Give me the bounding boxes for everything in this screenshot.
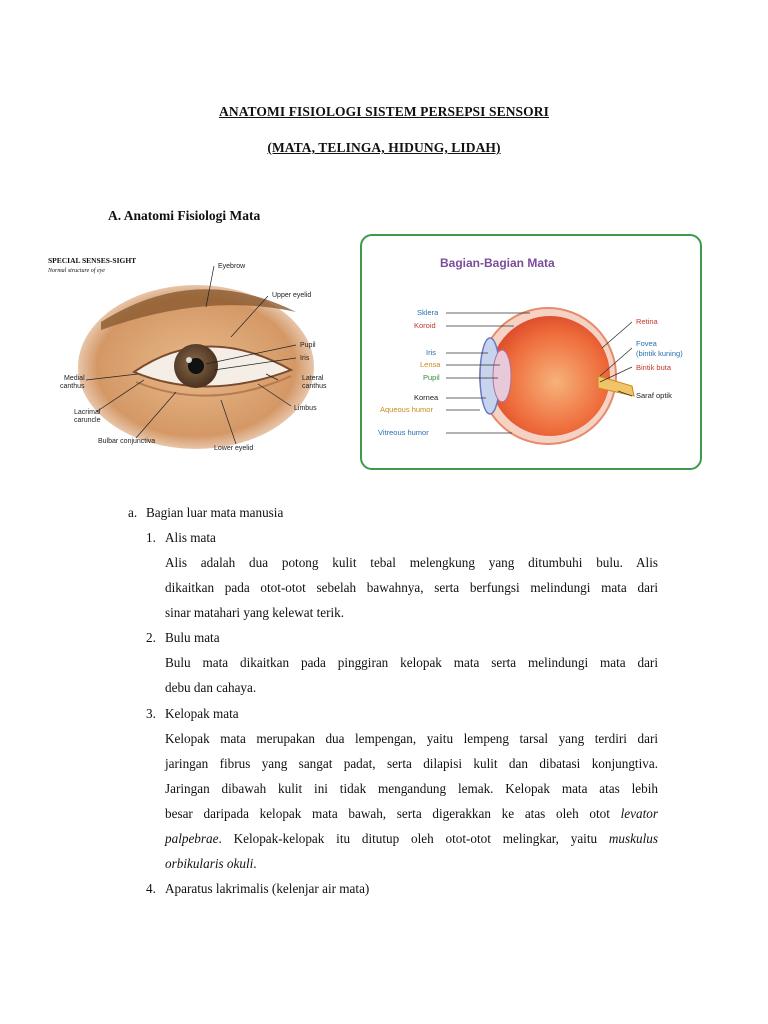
label-sklera: Sklera [417, 308, 439, 317]
label-lacrimal-caruncle-1: Lacrimal [74, 409, 101, 416]
item-3-line-4-text: besar daripada kelopak mata bawah, serta digerakkan ke atas oleh otot [165, 806, 610, 821]
label-kornea: Kornea [414, 393, 439, 402]
item-3-line-4 [165, 806, 658, 822]
eye-parts-diagram [360, 234, 702, 470]
label-lower-eyelid: Lower eyelid [214, 445, 254, 452]
label-iris: Iris [426, 348, 436, 357]
item-3-line-4-italic: levator [620, 806, 658, 821]
item-3-line-2: jaringan fibrus yang sangat padat, serta dilapisi kulit dan dibatasi konjungtiva. [165, 756, 658, 771]
document-subtitle: (MATA, TELINGA, HIDUNG, LIDAH) [267, 140, 501, 155]
diagram-title: Bagian-Bagian Mata [440, 256, 555, 270]
item-3-line-1: Kelopak mata merupakan dua lempengan, yaitu lempeng tarsal yang terdiri dari [165, 731, 658, 746]
label-lensa: Lensa [420, 360, 441, 369]
item-4-title: Aparatus lakrimalis (kelenjar air mata) [165, 881, 370, 896]
document-title: ANATOMI FISIOLOGI SISTEM PERSEPSI SENSORI [219, 104, 549, 119]
figure-left-subtitle: Normal structure of eye [48, 268, 105, 274]
section-heading: A. Anatomi Fisiologi Mata [108, 208, 261, 223]
item-2-number: 2. [146, 630, 156, 645]
lens-shape [493, 350, 511, 402]
item-4-number: 4. [146, 881, 156, 896]
item-3-line-5 [165, 831, 658, 847]
list-marker-a: a. [128, 505, 138, 520]
label-retina: Retina [636, 317, 658, 326]
item-2-line-1: Bulu mata dikaitkan pada pinggiran kelopak mata serta melindungi mata dari [165, 655, 658, 670]
label-iris: Iris [300, 355, 310, 362]
label-aqueous-humor: Aqueous humor [380, 405, 433, 414]
item-3-title: Kelopak mata [165, 706, 239, 721]
label-lacrimal-caruncle-2: caruncle [74, 417, 101, 424]
item-2-title: Bulu mata [165, 630, 220, 645]
item-1-line-1: Alis adalah dua potong kulit tebal melengkung yang ditumbuhi bulu. Alis [165, 555, 658, 570]
item-3-line-6 [165, 856, 257, 872]
item-1-line-2: dikaitkan pada otot-otot sebelah bawahnya, serta berfungsi melindungi mata dari [165, 580, 658, 595]
label-medial-canthus-2: canthus [60, 383, 85, 390]
item-3-line-6-text: . [253, 856, 257, 871]
label-bintik-buta: Bintik buta [636, 363, 672, 372]
label-pupil: Pupil [300, 342, 316, 349]
label-limbus: Limbus [294, 405, 317, 412]
item-2-line-2: debu dan cahaya. [165, 680, 257, 695]
item-3-number: 3. [146, 706, 156, 721]
item-3-line-6-italic: orbikularis okuli [165, 856, 254, 871]
label-lateral-canthus-1: Lateral [302, 375, 324, 382]
item-3-line-5-text: . Kelopak-kelopak itu ditutup oleh otot-otot melingkar, yaitu [218, 831, 598, 846]
item-3-line-3: Jaringan dibawah kulit ini tidak mengandung lemak. Kelopak mata atas lebih [165, 781, 658, 796]
label-koroid: Koroid [414, 321, 436, 330]
label-pupil: Pupil [423, 373, 440, 382]
item-1-number: 1. [146, 530, 156, 545]
figure-left-title: SPECIAL SENSES-SIGHT [48, 256, 137, 265]
item-1-title: Alis mata [165, 530, 216, 545]
item-3-line-5-italic: palpebrae [165, 831, 219, 846]
label-fovea-sub: (bintik kuning) [636, 349, 683, 358]
label-bulbar-conjunctiva: Bulbar conjunctiva [98, 438, 156, 445]
eye-external-figure [46, 252, 338, 462]
label-vitreous-humor: Vitreous humor [378, 428, 429, 437]
label-saraf-optik: Saraf optik [636, 391, 672, 400]
label-medial-canthus-1: Medial [64, 375, 85, 382]
subheading-a: Bagian luar mata manusia [146, 505, 284, 520]
label-upper-eyelid: Upper eyelid [272, 292, 312, 299]
item-3-line-5-italic-2: muskulus [608, 831, 658, 846]
label-eyebrow: Eyebrow [218, 263, 246, 270]
label-fovea: Fovea [636, 339, 657, 348]
label-lateral-canthus-2: canthus [302, 383, 327, 390]
item-1-line-3: sinar matahari yang kelewat terik. [165, 605, 345, 620]
